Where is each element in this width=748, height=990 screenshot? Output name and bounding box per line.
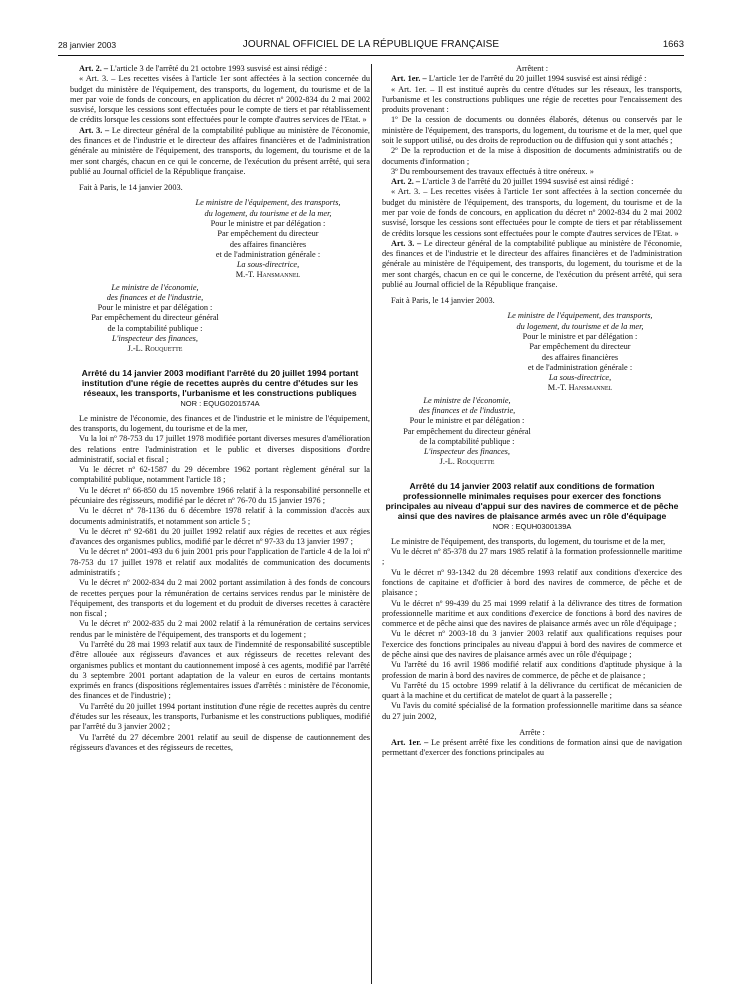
nor-reference: NOR : EQUH0300139A xyxy=(492,521,572,531)
decree-title: Arrêté du 14 janvier 2003 modifiant l'arrêté du 20 juillet 1994 portant institution d'une régie de recettes auprès du centre d'études sur les réseaux, les transports, l'urbanisme et les constructions publiques xyxy=(81,367,359,398)
article-2-quote: « Art. 3. – Les recettes visées à l'article 1er sont affectées à la section concernée du budget du ministère de l'équipement, des transports, du logement, du tourisme et de la mer par voie de fonds de concours, en application du décret nº 2002-834 du 2 mai 2002 susvisé, lorsque les cessions sont effectuées pour le compte de tiers et par rétablissement de crédits lorsque les cessions sont effectuées pour le compte d'autres services de l'Etat. » xyxy=(382,187,682,238)
article-1-quote: « Art. 1er. – Il est institué auprès du centre d'études sur les réseaux, les transports, l'urbanisme et les constructions publiques une régie de recettes pour l'encaissement des produits provenant : xyxy=(382,84,682,115)
left-column xyxy=(70,64,370,753)
page-number: 1663 xyxy=(662,39,684,50)
arrete-heading: Arrête : xyxy=(519,727,545,737)
paragraph: Vu le décret nº 92-681 du 20 juillet 1992 relatif aux régies de recettes et aux régies d'avances des organismes publics, modifié par le décret nº 97-33 du 13 janvier 1997 ; xyxy=(70,526,370,547)
paragraph: Vu le décret nº 85-378 du 27 mars 1985 relatif à la formation professionnelle maritime ; xyxy=(382,547,682,567)
paragraph: Vu le décret nº 93-1342 du 28 décembre 1993 relatif aux conditions d'exercice des fonctions de capitaine et d'officier à bord des navires de commerce, de pêche et de plaisance ; xyxy=(382,567,682,598)
list-item: 1º De la cession de documents ou données élaborés, détenus ou conservés par le ministère de l'équipement, des transports, du logement, du tourisme et de la mer, quel que soit le support utilisé, ou des droits de reproduction ou de diffusion qui y sont attachés ; xyxy=(382,115,682,145)
signature-block-economie: Le ministre de l'économie, des finances et de l'industrie, Pour le ministre et par délégation : Par empêchement du directeur général de la comptabilité publique : L'inspecteur des finances, J.-L. Rouquette xyxy=(403,395,531,467)
paragraph: Vu le décret nº 2003-18 du 3 janvier 2003 relatif aux qualifications requises pour l'exercice des fonctions principales au niveau d'appui à bord des navires de commerce et de pêche ainsi que des navires de plaisance armés avec un rôle d'équipage ; xyxy=(382,629,682,659)
paragraph: Vu le décret nº 2001-493 du 6 juin 2001 pris pour l'application de l'article 4 de la loi nº 78-753 du 17 juillet 1978 et relatif aux modalités de communication des documents administratifs ; xyxy=(70,547,370,578)
paragraph: Vu le décret nº 78-1136 du 6 décembre 1978 relatif à la commission d'accès aux documents administratifs, et notamment son article 5 ; xyxy=(70,506,370,526)
paragraph: Vu le décret nº 66-850 du 15 novembre 1966 relatif à la responsabilité personnelle et pécuniaire des régisseurs, modifié par le décret nº 76-70 du 15 janvier 1976 ; xyxy=(70,485,370,506)
paragraph: Vu le décret nº 2002-834 du 2 mai 2002 portant assimilation à des fonds de concours de recettes perçues pour la rémunération de certains services rendus par le ministère de l'équipement, des transports et du logement et du produit de diverses recettes à caractère non fiscal ; xyxy=(70,578,370,619)
paragraph: Vu l'arrêté du 16 avril 1986 modifié relatif aux conditions d'aptitude physique à la profession de marin à bord des navires de commerce, de pêche et de plaisance ; xyxy=(382,660,682,680)
paragraph: Vu l'avis du comité spécialisé de la formation professionnelle maritime dans sa séance du 27 juin 2002, xyxy=(382,701,682,721)
right-column xyxy=(382,64,682,759)
column-divider xyxy=(371,64,372,984)
paragraph: Le ministre de l'équipement, des transports, du logement, du tourisme et de la mer, xyxy=(391,536,666,546)
article-1: Art. 1er. – Le présent arrêté fixe les conditions de formation ainsi que de navigation permettant d'exercer des fonctions principales au xyxy=(382,738,682,758)
header-rule xyxy=(58,55,684,56)
signature-block-equipement: Le ministre de l'équipement, des transports, du logement, du tourisme et de la mer, Pour le ministre et par délégation : Par empêchement du directeur des affaires financières et de l'administration générale : La sous-directrice, M.-T. Hansmannel xyxy=(195,198,341,280)
article-3: Art. 3. – Le directeur général de la comptabilité publique au ministère de l'économie, des finances et de l'industrie et le directeur des affaires financières et de l'administration générale au ministère de l'équipement, des transports, du logement, du tourisme et de la mer sont chargés, chacun en ce qui le concerne, de l'exécution du présent arrêté, qui sera publié au Journal officiel de la République française. xyxy=(70,125,370,176)
nor-reference: NOR : EQUG0201574A xyxy=(180,398,260,408)
paragraph: Vu le décret nº 62-1587 du 29 décembre 1962 portant règlement général sur la comptabilité publique, notamment l'article 18 ; xyxy=(70,465,370,485)
page-header xyxy=(58,38,684,52)
paragraph: Vu l'arrêté du 20 juillet 1994 portant institution d'une régie de recettes auprès du centre d'études sur les réseaux, les transports, l'urbanisme et les constructions publiques, modifié par l'arrêté du 3 janvier 2002 ; xyxy=(70,701,370,732)
paragraph: Vu l'arrêté du 28 mai 1993 relatif aux taux de l'indemnité de responsabilité susceptible d'être allouée aux régisseurs d'avances et aux régisseurs de recettes relevant des organismes publics et montant du cautionnement imposé à ces agents, modifié par l'arrêté du 3 septembre 2001 portant adaptation de la valeur en euros de certains montants exprimés en francs (dispositions réglementaires issues d'arrêtés : ministère de l'économie, des finances et de l'industrie) ; xyxy=(70,639,370,701)
paragraph: Vu l'arrêté du 27 décembre 2001 relatif au seuil de dispense de cautionnement des régisseurs d'avances et des régisseurs de recettes, xyxy=(70,732,370,752)
header-title: JOURNAL OFFICIEL DE LA RÉPUBLIQUE FRANÇAISE xyxy=(242,39,500,50)
paragraph: Vu l'arrêté du 15 octobre 1999 relatif à la délivrance du certificat de mécanicien de quart à la machine et du certificat de matelot de quart à la passerelle ; xyxy=(382,680,682,701)
list-item: 2º De la reproduction et de la mise à disposition de documents administratifs ou de documents d'information ; xyxy=(382,146,682,166)
header-date: 28 janvier 2003 xyxy=(58,40,117,50)
list-item: 3º Du remboursement des travaux effectués à titre onéreux. » xyxy=(391,166,594,176)
article-3: Art. 3. – Le directeur général de la comptabilité publique au ministère de l'économie, des finances et de l'industrie et le directeur des affaires financières et de l'administration générale au ministère de l'équipement, des transports, du logement, du tourisme et de la mer sont chargés, chacun en ce qui le concerne, de l'exécution du présent arrêté, qui sera publié au Journal officiel de la République française. xyxy=(382,238,682,289)
paragraph: Vu le décret nº 2002-835 du 2 mai 2002 relatif à la rémunération de certains services rendus par le ministère de l'équipement, des transports et du logement ; xyxy=(70,619,370,639)
paragraph: Vu la loi nº 78-753 du 17 juillet 1978 modifiée portant diverses mesures d'amélioration des relations entre l'administration et le public et diverses dispositions d'ordre administratif, social et fiscal ; xyxy=(70,434,370,464)
signature-block-economie: Le ministre de l'économie, des finances et de l'industrie, Pour le ministre et par délégation : Par empêchement du directeur général de la comptabilité publique : L'inspecteur des finances, J.-L. Rouquette xyxy=(91,282,219,354)
article-1: Art. 1er. – L'article 1er de l'arrêté du 20 juillet 1994 susvisé est ainsi rédigé : xyxy=(391,74,647,84)
fait-line: Fait à Paris, le 14 janvier 2003. xyxy=(391,296,495,306)
paragraph: Le ministre de l'économie, des finances et de l'industrie et le ministre de l'équipement, des transports, du logement, du tourisme et de la mer, xyxy=(70,413,370,434)
article-2-quote: « Art. 3. – Les recettes visées à l'article 1er sont affectées à la section concernée du budget du ministère de l'équipement, des transports, du logement, du tourisme et de la mer par voie de fonds de concours, en application du décret nº 2002-834 du 2 mai 2002 susvisé, lorsque les cessions sont effectuées pour le compte de tiers et par rétablissement de crédits lorsque les cessions sont effectuées pour le compte d'autres services de l'Etat. » xyxy=(70,74,370,125)
article-2: Art. 2. – L'article 3 de l'arrêté du 20 juillet 1994 susvisé est ainsi rédigé : xyxy=(391,177,634,187)
fait-line: Fait à Paris, le 14 janvier 2003. xyxy=(79,183,183,193)
arretent-heading: Arrêtent : xyxy=(515,64,549,73)
article-2: Art. 2. – L'article 3 de l'arrêté du 21 octobre 1993 susvisé est ainsi rédigé : xyxy=(79,64,327,73)
paragraph: Vu le décret nº 99-439 du 25 mai 1999 relatif à la délivrance des titres de formation professionnelle maritime et aux conditions d'exercice de fonctions à bord des navires de commerce et de pêche ainsi que des navires de plaisance armés avec un rôle d'équipage ; xyxy=(382,598,682,629)
signature-block-equipement: Le ministre de l'équipement, des transports, du logement, du tourisme et de la mer, Pour le ministre et par délégation : Par empêchement du directeur des affaires financières et de l'administration générale : La sous-directrice, M.-T. Hansmannel xyxy=(507,311,653,393)
decree-title: Arrêté du 14 janvier 2003 relatif aux conditions de formation professionnelle minimales requises pour exercer des fonctions principales au niveau d'appui sur des navires de commerce et de pêche ainsi que des navires de plaisance armés avec un rôle d'équipage xyxy=(385,480,679,521)
